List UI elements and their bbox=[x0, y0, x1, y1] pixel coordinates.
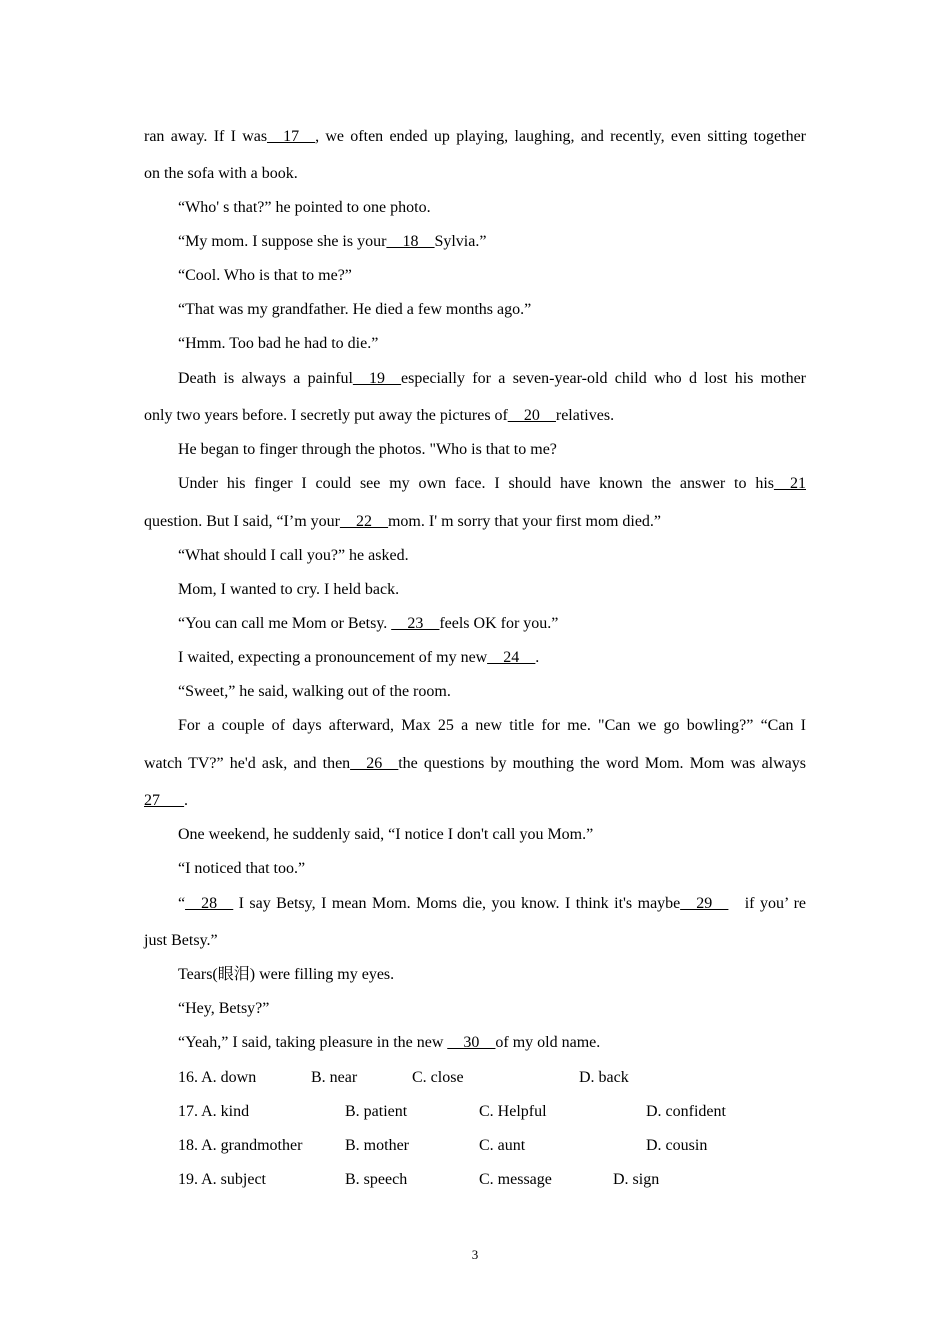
passage-line: Mom, I wanted to cry. I held back. bbox=[178, 581, 400, 598]
text-run: “My mom. I suppose she is your bbox=[178, 233, 387, 250]
answer-blank-24: __24__ bbox=[487, 649, 536, 666]
passage-line: For a couple of days afterward, Max 25 a new title for me. "Can we go bowling?” “Can I bbox=[178, 717, 806, 734]
passage-line: “What should I call you?” he asked. bbox=[178, 547, 409, 564]
answer-blank-30: __30__ bbox=[447, 1034, 496, 1051]
answer-blank-28: __28__ bbox=[185, 895, 234, 912]
passage-line: He began to finger through the photos. "Who is that to me? bbox=[178, 441, 557, 458]
text-run: mom. I' m sorry that your first mom died.” bbox=[387, 513, 662, 530]
passage-line bbox=[178, 232, 806, 252]
passage-line: One weekend, he suddenly said, “I notice I don't call you Mom.” bbox=[178, 826, 594, 843]
passage-line bbox=[144, 127, 806, 147]
text-run: , we often ended up playing, laughing, and recently, even sitting together bbox=[315, 128, 807, 145]
passage-line: Tears(眼泪) were filling my eyes. bbox=[178, 966, 395, 983]
answer-blank-20: __20__ bbox=[507, 407, 556, 424]
text-run: feels OK for you.” bbox=[439, 615, 559, 632]
text-run: “You can call me Mom or Betsy. bbox=[178, 615, 392, 632]
answer-blank-21: __21 bbox=[774, 475, 806, 492]
text-run: especially for a seven-year-old child who d lost his mother bbox=[401, 370, 807, 387]
text-run: I waited, expecting a pronouncement of my new bbox=[178, 649, 488, 666]
passage-line bbox=[178, 648, 806, 668]
passage-line: “I noticed that too.” bbox=[178, 860, 306, 877]
answer-blank-18: __18__ bbox=[386, 233, 435, 250]
option-c: C. Helpful bbox=[479, 1103, 547, 1120]
text-run: ran away. If I was bbox=[144, 128, 268, 145]
text-run: only two years before. I secretly put away the pictures of bbox=[144, 407, 508, 424]
passage-line: on the sofa with a book. bbox=[144, 165, 298, 182]
option-a: 18. A. grandmother bbox=[178, 1137, 303, 1154]
answer-blank-29: __29__ bbox=[680, 895, 729, 912]
passage-line bbox=[144, 512, 806, 532]
passage-line: “That was my grandfather. He died a few months ago.” bbox=[178, 301, 532, 318]
text-run: Death is always a painful bbox=[178, 370, 354, 387]
passage-line: “Cool. Who is that to me?” bbox=[178, 267, 352, 284]
text-run: the questions by mouthing the word Mom. Mom was always bbox=[398, 755, 806, 772]
option-c: C. aunt bbox=[479, 1137, 526, 1154]
passage-line: “Hey, Betsy?” bbox=[178, 1000, 270, 1017]
option-d: D. back bbox=[579, 1069, 629, 1086]
passage-line bbox=[144, 406, 806, 426]
answer-blank-26: __26__ bbox=[350, 755, 399, 772]
answer-blank-23: __23__ bbox=[391, 615, 440, 632]
option-b: B. speech bbox=[345, 1171, 408, 1188]
answer-blank-17: __17__ bbox=[267, 128, 316, 145]
answer-blank-22: __22__ bbox=[339, 513, 388, 530]
text-run: Under his finger I could see my own face. I should have known the answer to his bbox=[178, 475, 774, 492]
text-run: Sylvia.” bbox=[434, 233, 487, 250]
passage-line bbox=[178, 1033, 806, 1053]
passage-line bbox=[178, 474, 806, 494]
passage-line: “Hmm. Too bad he had to die.” bbox=[178, 335, 379, 352]
passage-line bbox=[144, 791, 806, 811]
option-b: B. patient bbox=[345, 1103, 408, 1120]
passage-line: just Betsy.” bbox=[144, 932, 218, 949]
passage-line bbox=[178, 614, 806, 634]
passage-line bbox=[178, 369, 806, 389]
option-c: C. close bbox=[412, 1069, 464, 1086]
answer-blank-19: __19__ bbox=[353, 370, 402, 387]
text-run: of my old name. bbox=[495, 1034, 601, 1051]
passage-line bbox=[144, 754, 806, 774]
text-run: I say Betsy, I mean Mom. Moms die, you know. I think it's maybe bbox=[233, 895, 681, 912]
passage-line: “Sweet,” he said, walking out of the room. bbox=[178, 683, 451, 700]
answer-blank-27: 27___ bbox=[144, 792, 184, 809]
option-b: B. mother bbox=[345, 1137, 409, 1154]
text-run: “Yeah,” I said, taking pleasure in the new bbox=[178, 1034, 448, 1051]
option-a: 16. A. down bbox=[178, 1069, 257, 1086]
option-b: B. near bbox=[311, 1069, 358, 1086]
option-d: D. cousin bbox=[646, 1137, 708, 1154]
text-run: relatives. bbox=[555, 407, 615, 424]
page-number: 3 bbox=[471, 1247, 479, 1262]
text-run: question. But I said, “I’m your bbox=[144, 513, 340, 530]
text-run: watch TV?” he'd ask, and then bbox=[144, 755, 351, 772]
text-run: . bbox=[184, 792, 188, 809]
text-run: “ bbox=[178, 895, 186, 912]
passage-line bbox=[178, 894, 806, 914]
passage-line: “Who' s that?” he pointed to one photo. bbox=[178, 199, 431, 216]
option-a: 19. A. subject bbox=[178, 1171, 266, 1188]
option-d: D. confident bbox=[646, 1103, 726, 1120]
option-d: D. sign bbox=[613, 1171, 660, 1188]
text-run: . bbox=[535, 649, 540, 666]
text-run: if you’ re bbox=[728, 895, 806, 912]
option-a: 17. A. kind bbox=[178, 1103, 250, 1120]
option-c: C. message bbox=[479, 1171, 552, 1188]
